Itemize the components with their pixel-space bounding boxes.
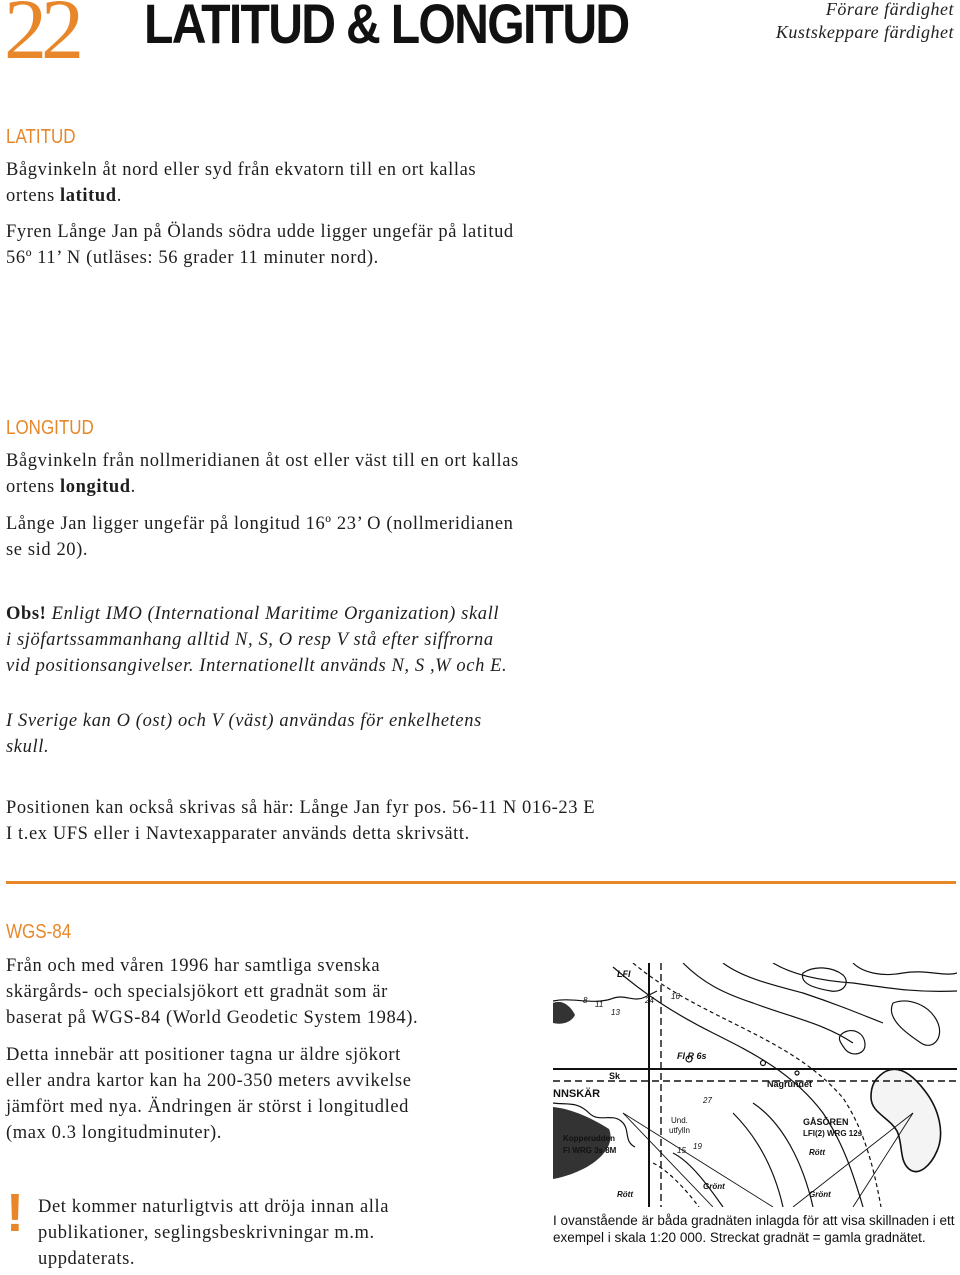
- wgs-p1-line2: skärgårds- och specialsjökort ett gradnät som är: [6, 982, 388, 1002]
- wgs-p1-line1: Från och med våren 1996 har samtliga svenska: [6, 956, 381, 976]
- wgs-heading: WGS-84: [6, 921, 72, 943]
- latitud-term: latitud: [60, 186, 117, 206]
- longitud-paragraph-2: [6, 511, 514, 563]
- note-paragraph: [38, 1194, 389, 1272]
- sverige-paragraph: [6, 708, 482, 760]
- wgs-paragraph-1: [6, 953, 418, 1031]
- map-label-lfi2: LFI(2) WRG 12s: [803, 1129, 863, 1138]
- wgs-p2-line2: eller andra kartor kan ha 200-350 meters avvikelse: [6, 1071, 412, 1091]
- map-label-gront-2: Grönt: [809, 1190, 831, 1199]
- level-label-kustskeppare: Kustskeppare färdighet: [775, 22, 954, 42]
- sverige-line1: I Sverige kan O (ost) och V (väst) användas för enkelhetens: [6, 711, 482, 731]
- map-depth-27: 27: [703, 1096, 712, 1105]
- nautical-chart-image: [553, 963, 957, 1207]
- latitud-p1-line2a: ortens: [6, 186, 61, 206]
- longitud-p1-line2c: .: [130, 477, 136, 497]
- latitud-p2-line2: 56º 11’ N (utläses: 56 grader 11 minuter nord).: [6, 248, 379, 268]
- sverige-line2: skull.: [6, 737, 50, 757]
- wgs-p2-line1: Detta innebär att positioner tagna ur äldre sjökort: [6, 1045, 401, 1065]
- map-label-lfi: LFI: [617, 969, 631, 979]
- obs-line2: i sjöfartssammanhang alltid N, S, O resp V stå efter siffrorna: [6, 630, 494, 650]
- longitud-heading: LONGITUD: [6, 417, 94, 439]
- map-label-und: Und.: [671, 1116, 688, 1125]
- longitud-paragraph-1: [6, 448, 519, 500]
- wgs-paragraph-2: [6, 1042, 412, 1146]
- position-paragraph: [6, 795, 595, 847]
- map-label-gasoren: GÅSÖREN: [803, 1117, 849, 1127]
- longitud-p1-line1: Bågvinkeln från nollmeridianen åt ost eller väst till en ort kallas: [6, 451, 519, 471]
- map-caption-line1: I ovanstående är båda gradnäten inlagda för att visa skillnaden i ett: [553, 1213, 955, 1228]
- chapter-number: 22: [4, 0, 78, 77]
- note-line2: publikationer, seglingsbeskrivningar m.m.: [38, 1223, 375, 1243]
- map-label-kopperudden: Kopperudden: [563, 1134, 615, 1143]
- latitud-p1-line2c: .: [116, 186, 122, 206]
- map-label-flwrg: Fl WRG 3s 8M: [563, 1146, 617, 1155]
- wgs-p2-line4: (max 0.3 longitudminuter).: [6, 1123, 222, 1143]
- map-depth-24: 24: [645, 996, 654, 1005]
- level-label-forare: Förare färdighet: [825, 0, 954, 19]
- map-label-gront-1: Grönt: [703, 1182, 725, 1191]
- position-line1: Positionen kan också skrivas så här: Långe Jan fyr pos. 56-11 N 016-23 E: [6, 798, 596, 818]
- map-depth-13: 13: [611, 1008, 620, 1017]
- map-caption: [553, 1212, 955, 1246]
- latitud-paragraph-2: [6, 219, 514, 271]
- exclamation-icon: !: [6, 1183, 24, 1243]
- longitud-p1-line2a: ortens: [6, 477, 61, 497]
- note-line1: Det kommer naturligtvis att dröja innan alla: [38, 1197, 390, 1217]
- map-depth-19: 19: [693, 1142, 702, 1151]
- map-label-nnskar: NNSKÄR: [553, 1088, 601, 1100]
- map-label-rott-1: Rött: [617, 1190, 633, 1199]
- wgs-p1-line3: baserat på WGS-84 (World Geodetic System 1984).: [6, 1008, 419, 1028]
- map-label-utfylln: utfylln: [669, 1126, 690, 1135]
- map-caption-line2: exempel i skala 1:20 000. Streckat gradnät = gamla gradnätet.: [553, 1230, 926, 1245]
- latitud-heading: LATITUD: [6, 126, 76, 148]
- section-divider: [6, 881, 956, 884]
- map-depth-8: 8: [583, 996, 588, 1005]
- wgs-p2-line3: jämfört med nya. Ändringen är störst i longitudled: [6, 1097, 410, 1117]
- note-line3: uppdaterats.: [38, 1249, 136, 1269]
- page-title: LATITUD & LONGITUD: [144, 0, 629, 55]
- map-label-fir: FI R 6s: [677, 1051, 707, 1061]
- map-depth-16: 16: [671, 992, 680, 1001]
- obs-label: Obs!: [6, 604, 47, 624]
- map-label-rott-2: Rött: [809, 1148, 825, 1157]
- map-label-sk: Sk: [609, 1071, 621, 1081]
- longitud-p2-line2: se sid 20).: [6, 540, 89, 560]
- longitud-p2-line1: Långe Jan ligger ungefär på longitud 16º 23’ O (nollmeridianen: [6, 514, 514, 534]
- obs-line1: Enligt IMO (International Maritime Organization) skall: [46, 604, 500, 624]
- latitud-paragraph-1: [6, 157, 476, 209]
- latitud-p2-line1: Fyren Långe Jan på Ölands södra udde ligger ungefär på latitud: [6, 222, 514, 242]
- map-label-nagrundet: Nagrundet: [767, 1079, 812, 1089]
- obs-line3: vid positionsangivelser. Internationellt används N, S ,W och E.: [6, 656, 508, 676]
- map-depth-15: 15: [677, 1146, 686, 1155]
- position-line2: I t.ex UFS eller i Navtexapparater används detta skrivsätt.: [6, 824, 470, 844]
- map-depth-11: 11: [595, 1000, 604, 1009]
- latitud-p1-line1: Bågvinkeln åt nord eller syd från ekvatorn till en ort kallas: [6, 160, 477, 180]
- longitud-term: longitud: [60, 477, 131, 497]
- obs-paragraph: [6, 601, 507, 679]
